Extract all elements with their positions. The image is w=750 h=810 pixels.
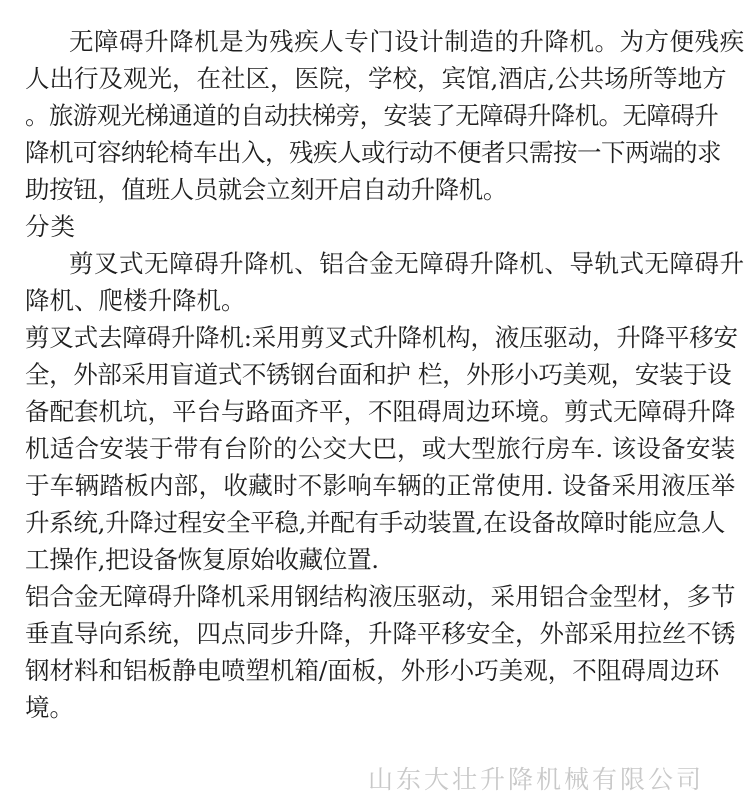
paragraph-line: 降机、爬楼升降机。	[25, 286, 246, 315]
paragraph-line: 于车辆踏板内部，收藏时不影响车辆的正常使用. 设备采用液压举	[25, 471, 736, 500]
paragraph-line: 无障碍升降机是为残疾人专门设计制造的升降机。为方便残疾	[69, 27, 745, 56]
company-watermark: 山东大壮升降机械有限公司	[368, 765, 705, 794]
paragraph-line: 人出行及观光，在社区，医院，学校，宾馆,酒店,公共场所等地方	[25, 64, 727, 93]
paragraph-line: 机适合安装于带有台阶的公交大巴，或大型旅行房车. 该设备安装	[25, 434, 736, 463]
paragraph-line: 备配套机坑，平台与路面齐平，不阻碍周边环境。剪式无障碍升降	[25, 397, 736, 426]
paragraph-line: 工操作,把设备恢复原始收藏位置.	[25, 545, 379, 574]
paragraph-line: 。旅游观光梯通道的自动扶梯旁，安装了无障碍升降机。无障碍升	[25, 101, 719, 130]
paragraph-line: 升系统,升降过程安全平稳,并配有手动装置,在设备故障时能应急人	[25, 508, 726, 537]
paragraph-line: 境。	[25, 693, 74, 722]
paragraph-line: 垂直导向系统，四点同步升降，升降平移安全，外部采用拉丝不锈	[25, 619, 736, 648]
paragraph-line: 助按钮，值班人员就会立刻开启自动升降机。	[25, 175, 507, 204]
paragraph-line: 剪叉式无障碍升降机、铝合金无障碍升降机、导轨式无障碍升	[69, 249, 745, 278]
paragraph-line: 钢材料和铝板静电喷塑机箱/面板，外形小巧美观，不阻碍周边环	[25, 656, 720, 685]
paragraph-line: 降机可容纳轮椅车出入，残疾人或行动不便者只需按一下两端的求	[25, 138, 721, 167]
paragraph-line: 剪叉式去障碍升降机:采用剪叉式升降机构，液压驱动，升降平移安	[25, 323, 738, 352]
paragraph-line: 铝合金无障碍升降机采用钢结构液压驱动，采用铝合金型材，多节	[25, 582, 736, 611]
section-heading: 分类	[25, 212, 76, 241]
paragraph-line: 全，外部采用盲道式不锈钢台面和护 栏，外形小巧美观，安装于设	[25, 360, 732, 389]
